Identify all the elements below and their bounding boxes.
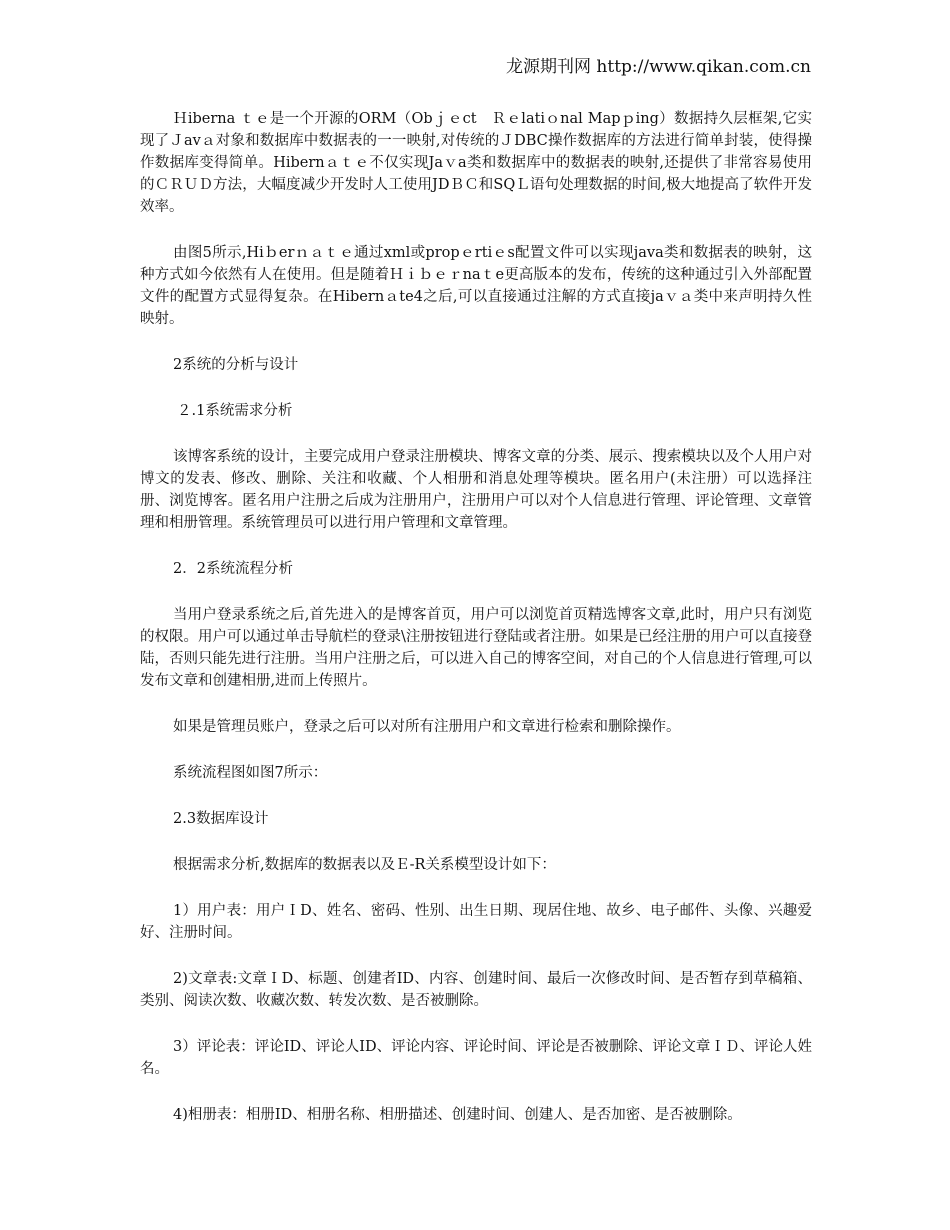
paragraph-hibernate-mapping: 由图5所示,Hiｂerｎａｔｅ通过xml或propｅrtiｅs配置文件可以实现java类和数据表的映射，这种方式如今依然有人在使用。但是随着Ｈｉｂｅｒnaｔe更高版本的发布，传统的这种通过引入外部配置文件的配置方式显得复杂。在Hibernａte4之后,可以直接通过注解的方式直接jaｖａ类中来声明持久性映射。 xyxy=(140,245,812,327)
paragraph-db-intro: 根据需求分析,数据库的数据表以及Ｅ-R关系模型设计如下： xyxy=(173,857,556,873)
paragraph-process: 当用户登录系统之后,首先进入的是博客首页，用户可以浏览首页精选博客文章,此时，用户只有浏览的权限。用户可以通过单击导航栏的登录\注册按钮进行登陆或者注册。如果是已经注册的用户可以直接登陆，否则只能先进行注册。当用户注册之后，可以进入自己的博客空间，对自己的个人信息进行管理,可以发布文章和创建相册,进而上传照片。 xyxy=(140,607,812,689)
section-heading-analysis-design: 2系统的分析与设计 xyxy=(173,357,299,373)
document-body xyxy=(140,108,812,1150)
section-heading-requirements: ２.1系统需求分析 xyxy=(177,403,293,419)
paragraph-user-table: 1）用户表：用户ＩD、姓名、密码、性别、出生日期、现居住地、故乡、电子邮件、头像、兴趣爱好、注册时间。 xyxy=(140,903,812,941)
paragraph-album-table: 4)相册表：相册ID、相册名称、相册描述、创建时间、创建人、是否加密、是否被删除。 xyxy=(173,1107,742,1123)
paragraph-flowchart-ref: 系统流程图如图7所示： xyxy=(173,765,328,781)
journal-site-header: 龙源期刊网 http://www.qikan.com.cn xyxy=(506,57,811,77)
paragraph-hibernate-intro: Ｈiberna ｔｅ是一个开源的ORM（Obｊｅct Ｒｅlatiｏnal Mapｐing）数据持久层框架,它实现了Ｊavａ对象和数据库中数据表的一一映射,对传统的ＪDBC操作数据库的方法进行简单封装，使得操作数据库变得简单。Hibernａｔｅ不仅实现Jaｖa类和数据库中的数据表的映射,还提供了非常容易使用的ＣＲＵＤ方法，大幅度减少开发时人工使用JDＢＣ和SQＬ语句处理数据的时间,极大地提高了软件开发效率。 xyxy=(140,111,812,215)
section-heading-process: 2．2系统流程分析 xyxy=(173,561,293,577)
paragraph-comment-table: 3）评论表：评论ID、评论人ID、评论内容、评论时间、评论是否被删除、评论文章ＩＤ、评论人姓名。 xyxy=(140,1039,812,1077)
section-heading-database: 2.3数据库设计 xyxy=(173,811,269,827)
paragraph-article-table: 2)文章表:文章ＩD、标题、创建者ID、内容、创建时间、最后一次修改时间、是否暂存到草稿箱、类别、阅读次数、收藏次数、转发次数、是否被删除。 xyxy=(140,971,812,1009)
paragraph-admin: 如果是管理员账户，登录之后可以对所有注册用户和文章进行检索和删除操作。 xyxy=(173,719,681,735)
paragraph-requirements: 该博客系统的设计，主要完成用户登录注册模块、博客文章的分类、展示、搜索模块以及个人用户对博文的发表、修改、删除、关注和收藏、个人相册和消息处理等模块。匿名用户(未注册）可以选择注册、浏览博客。匿名用户注册之后成为注册用户，注册用户可以对个人信息进行管理、评论管理、文章管理和相册管理。系统管理员可以进行用户管理和文章管理。 xyxy=(140,449,812,531)
